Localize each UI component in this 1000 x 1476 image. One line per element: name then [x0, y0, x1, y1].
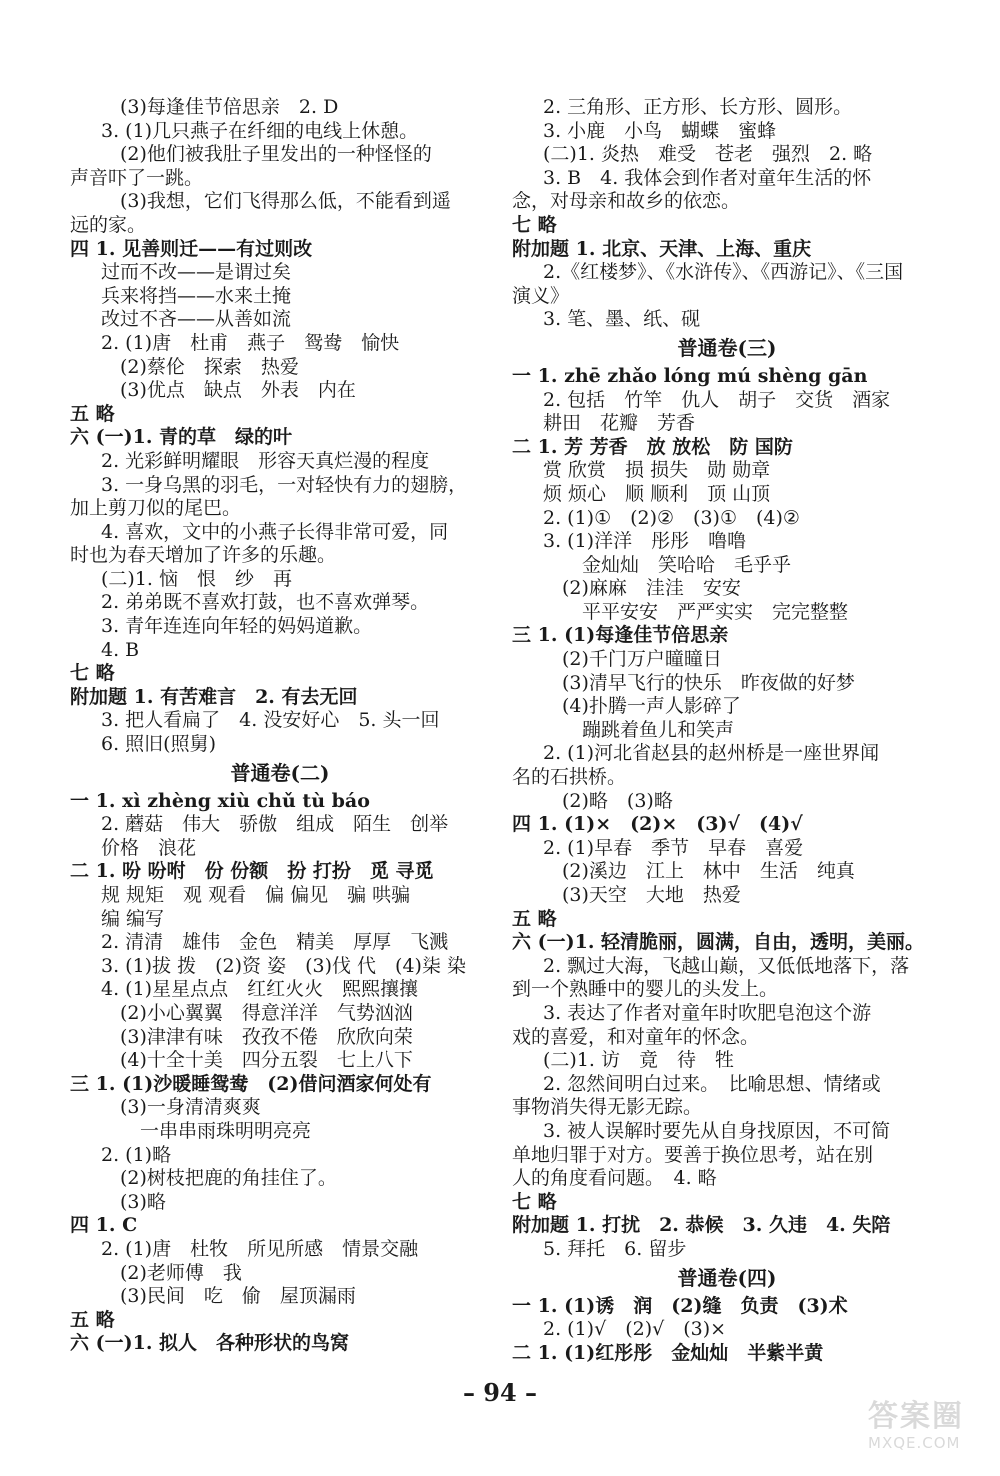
answer-line: 2. 忽然间明白过来。 比喻思想、情绪或	[543, 1072, 881, 1095]
answer-line: (2)略 (3)略	[562, 789, 673, 812]
answer-line: 五 略	[70, 402, 115, 425]
answer-line: (3)我想，它们飞得那么低，不能看到遥	[120, 190, 451, 213]
answer-line: 一串串雨珠明明亮亮	[140, 1119, 312, 1142]
section-title: 普通卷(三)	[677, 335, 777, 360]
answer-line: 耕田 花瓣 芳香	[543, 412, 696, 435]
answer-line: (3)民间 吃 偷 屋顶漏雨	[120, 1285, 356, 1308]
answer-line: 2. 光彩鲜明耀眼 形容天真烂漫的程度	[101, 449, 430, 472]
answer-line: 2. 包括 竹竿 仇人 胡子 交货 酒家	[543, 388, 891, 411]
answer-line: 附加题 1. 打扰 2. 恭候 3. 久违 4. 失陪	[512, 1214, 891, 1237]
answer-line: 二 1. 吩 吩咐 份 份额 扮 打扮 觅 寻觅	[70, 860, 434, 883]
answer-line: 3. (1)几只燕子在纤细的电线上休憩。	[101, 119, 419, 142]
answer-line: 兵来将挡——水来土掩	[101, 284, 292, 307]
answer-line: 三 1. (1)沙暖睡鸳鸯 (2)借问酒家何处有	[70, 1072, 432, 1095]
answer-line: 名的石拱桥。	[512, 766, 627, 789]
answer-line: 一 1. (1)诱 润 (2)缝 负责 (3)术	[512, 1294, 848, 1317]
answer-line: 戏的喜爱，和对童年的怀念。	[512, 1025, 760, 1048]
answer-line: 六 (一)1. 拟人 各种形状的鸟窝	[70, 1332, 350, 1355]
answer-line: (4)扑腾一声人影碎了	[562, 695, 741, 718]
answer-line: 念，对母亲和故乡的依恋。	[512, 190, 741, 213]
answer-line: 七 略	[512, 213, 557, 236]
answer-line: 平平安安 严严实实 完完整整	[582, 600, 849, 623]
watermark-url: MXQE.COM	[868, 1434, 961, 1452]
answer-line: 到一个熟睡中的婴儿的头发上。	[512, 978, 779, 1001]
answer-line: 价格 浪花	[101, 836, 197, 859]
answer-line: 二 1. 芳 芳香 放 放松 防 国防	[512, 435, 793, 458]
answer-line: 四 1. (1)× (2)× (3)√ (4)√	[512, 813, 803, 836]
page-number: – 94 –	[462, 1378, 538, 1407]
answer-line: 2.《红楼梦》、《水浒传》、《西游记》、《三国	[543, 261, 904, 284]
answer-line: 2. (1)早春 季节 早春 喜爱	[543, 836, 804, 859]
answer-line: 一 1. xì zhèng xiù chǔ tù báo	[70, 789, 370, 812]
answer-line: 2. (1)略	[101, 1143, 172, 1166]
answer-line: 单地归罪于对方。要善于换位思考，站在别	[512, 1143, 874, 1166]
answer-line: 七 略	[512, 1190, 557, 1213]
answer-line: 六 (一)1. 青的草 绿的叶	[70, 426, 293, 449]
answer-line: 2. (1)唐 杜甫 燕子 鸳鸯 愉快	[101, 331, 400, 354]
answer-line: 五 略	[512, 907, 557, 930]
answer-line: 3. B 4. 我体会到作者对童年生活的怀	[543, 166, 872, 189]
answer-line: (2)麻麻 洼洼 安安	[562, 577, 741, 600]
answer-line: 七 略	[70, 662, 115, 685]
answer-line: 赏 欣赏 损 损失 勋 勋章	[543, 459, 771, 482]
answer-line: 事物消失得无影无踪。	[512, 1096, 703, 1119]
answer-line: 3. 小鹿 小鸟 蝴蝶 蜜蜂	[543, 119, 777, 142]
answer-line: 五 略	[70, 1308, 115, 1331]
answer-line: 一 1. zhē zhǎo lóng mú shèng gān	[512, 364, 868, 387]
answer-line: 演义》	[512, 284, 570, 307]
answer-line: 2. 三角形、正方形、长方形、圆形。	[543, 96, 853, 118]
answer-line: 2. (1)河北省赵县的赵州桥是一座世界闻	[543, 742, 880, 765]
left-column	[70, 96, 490, 1356]
watermark-glyphs: 答案圈	[868, 1399, 964, 1434]
answer-line: (3)优点 缺点 外表 内在	[120, 379, 356, 402]
section-title: 普通卷(二)	[230, 760, 330, 785]
answer-line: 六 (一)1. 轻清脆丽，圆满，自由，透明，美丽。	[512, 931, 925, 954]
answer-line: 4. (1)星星点点 红红火火 熙熙攘攘	[101, 978, 419, 1001]
answer-line: 3. (1)拔 拨 (2)资 姿 (3)伐 代 (4)柒 染	[101, 954, 466, 977]
answer-line: (2)小心翼翼 得意洋洋 气势汹汹	[120, 1001, 413, 1024]
answer-line: 烦 烦心 顺 顺利 顶 山顶	[543, 482, 771, 505]
answer-line: 蹦跳着鱼儿和笑声	[582, 718, 735, 741]
answer-line: 2. 清清 雄伟 金色 精美 厚厚 飞溅	[101, 931, 449, 954]
answer-line: 改过不吝——从善如流	[101, 308, 292, 331]
answer-line: 2. 蘑菇 伟大 骄傲 组成 陌生 创举	[101, 813, 449, 836]
answer-line: 3. 一身乌黑的羽毛，一对轻快有力的翅膀，	[101, 473, 468, 496]
answer-line: (3)一身清清爽爽	[120, 1096, 261, 1119]
answer-line: 二 1. (1)红彤彤 金灿灿 半紫半黄	[512, 1341, 824, 1364]
answer-line: (二)1. 炎热 难受 苍老 强烈 2. 略	[543, 143, 873, 166]
answer-line: (2)溪边 江上 林中 生活 纯真	[562, 860, 855, 883]
watermark-logo	[868, 1400, 978, 1460]
answer-line: 6. 照旧(照舅)	[101, 733, 216, 756]
section-title: 普通卷(四)	[677, 1265, 777, 1290]
answer-line: 3. 笔、墨、纸、砚	[543, 308, 701, 331]
answer-line: 人的角度看问题。 4. 略	[512, 1167, 717, 1190]
answer-line: 三 1. (1)每逢佳节倍思亲	[512, 624, 729, 647]
answer-line: 远的家。	[70, 213, 147, 236]
answer-line: 规 规矩 观 观看 偏 偏见 骗 哄骗	[101, 884, 411, 906]
answer-line: (2)他们被我肚子里发出的一种怪怪的	[120, 143, 432, 166]
answer-line: 四 1. 见善则迁——有过则改	[70, 237, 313, 260]
answer-line: 3. 把人看扁了 4. 没安好心 5. 头一回	[101, 709, 440, 732]
answer-line: 声音吓了一跳。	[70, 166, 204, 189]
answer-line: 金灿灿 笑哈哈 毛乎乎	[582, 553, 792, 576]
answer-line: (3)每逢佳节倍思亲 2. D	[120, 96, 339, 118]
answer-line: 2. (1)√ (2)√ (3)×	[543, 1318, 727, 1341]
answer-line: (2)老师傅 我	[120, 1261, 242, 1284]
answer-line: 4. 喜欢，文中的小燕子长得非常可爱，同	[101, 520, 449, 543]
answer-line: 5. 拜托 6. 留步	[543, 1237, 687, 1260]
answer-line: (2)树枝把鹿的角挂住了。	[120, 1167, 337, 1190]
answer-line: 加上剪刀似的尾巴。	[70, 497, 242, 520]
answer-line: 4. B	[101, 638, 140, 661]
answer-line: (3)天空 大地 热爱	[562, 884, 741, 906]
answer-line: 3. 被人误解时要先从自身找原因，不可简	[543, 1119, 891, 1142]
answer-line: (3)略	[120, 1190, 166, 1213]
answer-line: (3)津津有味 孜孜不倦 欣欣向荣	[120, 1025, 413, 1048]
answer-line: 3. 表达了作者对童年时吹肥皂泡这个游	[543, 1001, 872, 1024]
answer-line: 附加题 1. 有苦难言 2. 有去无回	[70, 685, 358, 708]
answer-line: 编 编写	[101, 907, 165, 930]
right-column	[512, 96, 942, 1365]
answer-line: 过而不改——是谓过矣	[101, 261, 292, 284]
answer-line: (二)1. 访 竟 待 牲	[543, 1049, 734, 1072]
answer-line: 四 1. C	[70, 1214, 138, 1237]
answer-line: 3. (1)洋洋 彤彤 噜噜	[543, 530, 747, 553]
answer-line: (二)1. 恼 恨 纱 再	[101, 567, 292, 590]
answer-line: 附加题 1. 北京、天津、上海、重庆	[512, 237, 812, 260]
answer-line: (3)清早飞行的快乐 昨夜做的好梦	[562, 671, 855, 694]
answer-line: 2. 飘过大海，飞越山巅，又低低地落下，落	[543, 954, 910, 977]
answer-line: (2)蔡伦 探索 热爱	[120, 355, 299, 378]
answer-line: 3. 青年连连向年轻的妈妈道歉。	[101, 615, 373, 638]
answer-line: 2. (1)唐 杜牧 所见所感 情景交融	[101, 1237, 419, 1260]
answer-line: 2. 弟弟既不喜欢打鼓，也不喜欢弹琴。	[101, 591, 430, 614]
answer-line: (2)千门万户曈曈日	[562, 648, 722, 671]
answer-line: 时也为春天增加了许多的乐趣。	[70, 544, 337, 567]
answer-line: (4)十全十美 四分五裂 七上八下	[120, 1049, 413, 1072]
answer-line: 2. (1)① (2)② (3)① (4)②	[543, 506, 800, 529]
